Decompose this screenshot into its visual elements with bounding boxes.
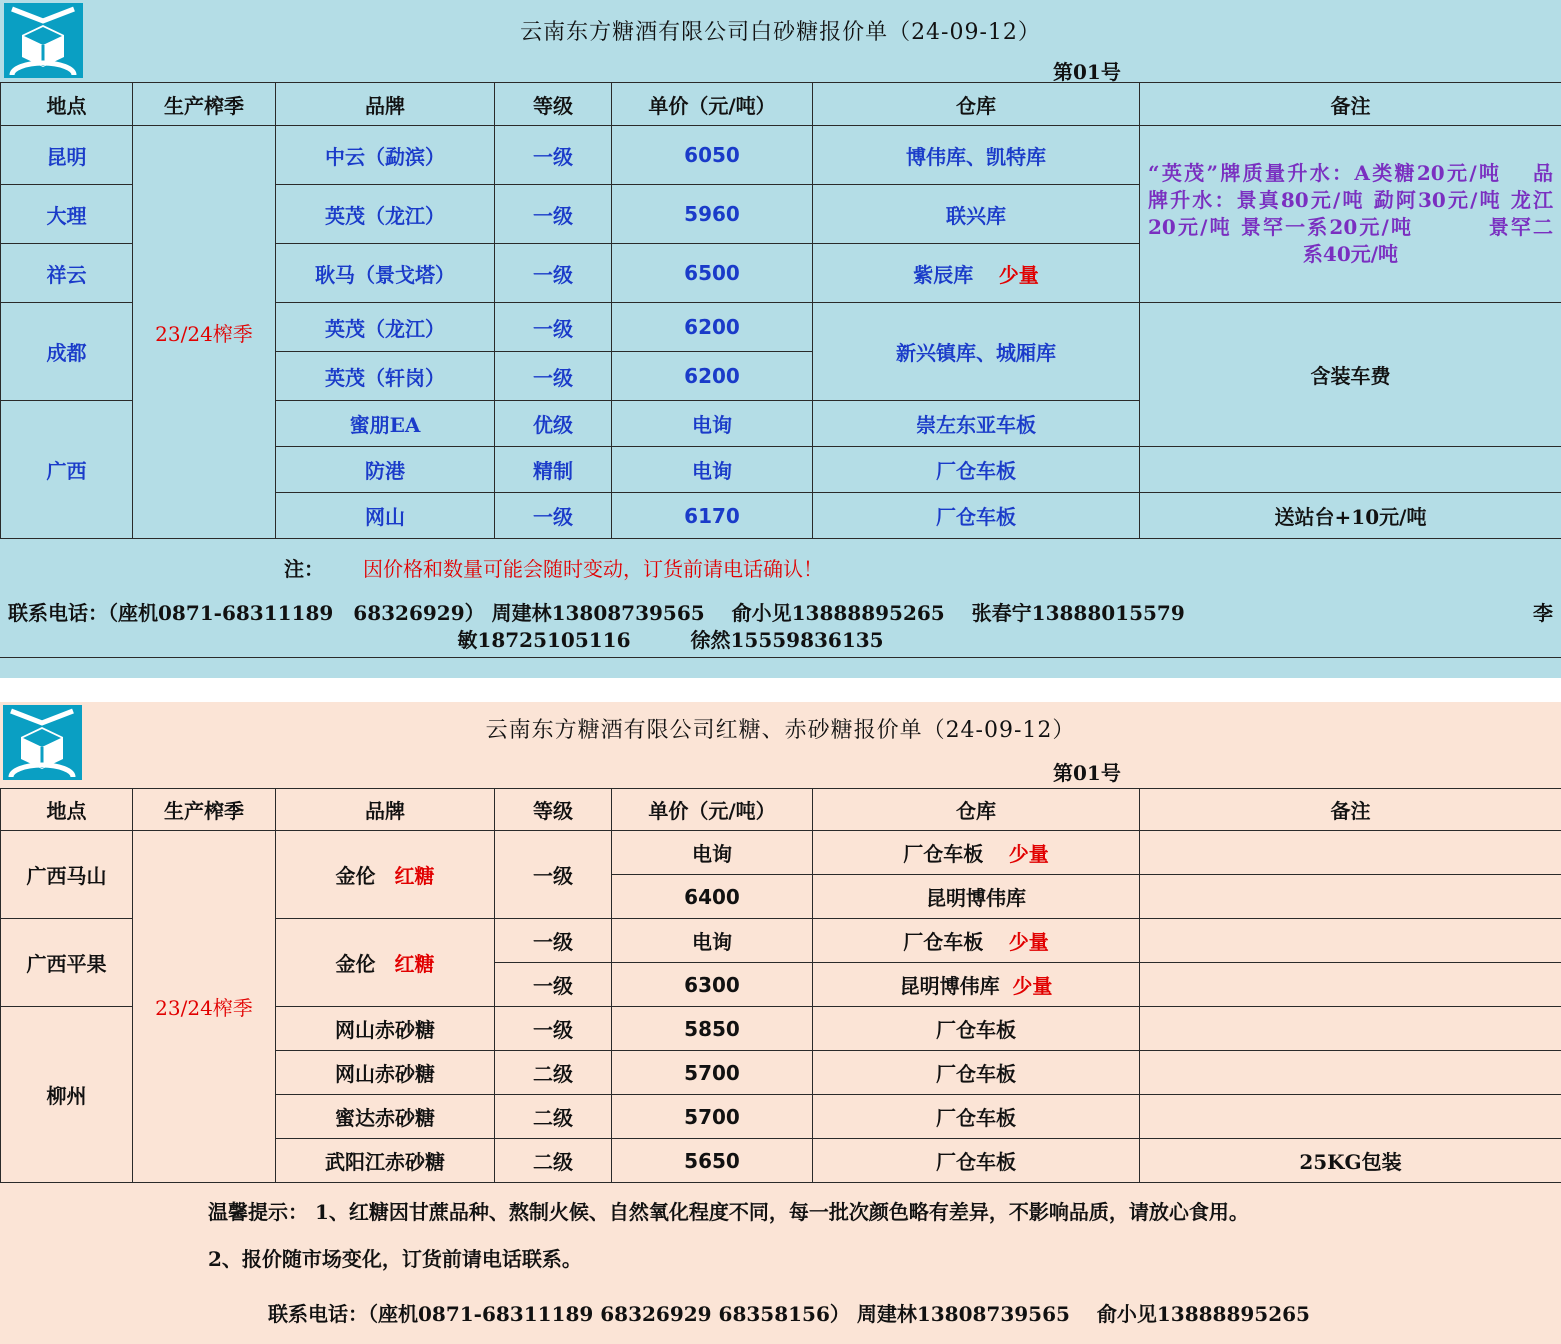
brand-cell: [276, 831, 495, 919]
contact-line: 联系电话：（座机0871-68311189 68326929） 周建林13808739565 俞小见13888895265 张春宁13888015579: [8, 601, 1185, 625]
remark-cell: [1140, 1051, 1561, 1095]
brand-cell: 武阳江赤砂糖: [276, 1139, 495, 1183]
location-cell: 广西马山: [1, 831, 133, 919]
premium-remark-cell: [1140, 126, 1561, 303]
warehouse-cell: [813, 963, 1140, 1007]
serial-number: 第01号: [1053, 60, 1121, 84]
remark-cell: [1140, 919, 1561, 963]
brand-cell: 防港: [276, 447, 495, 493]
brand-tag: 红糖: [394, 864, 435, 888]
price-cell: 6200: [612, 303, 813, 352]
warehouse-cell: 厂仓车板: [813, 1007, 1140, 1051]
low-stock-flag: 少量: [1008, 930, 1049, 954]
divider: [0, 657, 1561, 658]
price-cell: 5700: [612, 1051, 813, 1095]
header-grade: 等级: [495, 789, 612, 831]
season-cell: 23/24榨季: [133, 831, 276, 1183]
warehouse-cell: 联兴库: [813, 185, 1140, 244]
premium-remark-line: 20元/吨 景罕一系20元/吨 景罕二: [1148, 215, 1553, 239]
serial-number: 第01号: [1053, 761, 1121, 785]
low-stock-flag: 少量: [1008, 842, 1049, 866]
warehouse-name: 厂仓车板: [903, 930, 984, 954]
price-cell: 6200: [612, 352, 813, 401]
header-remark: 备注: [1140, 789, 1561, 831]
location-cell: 广西: [1, 401, 133, 539]
note-text: 因价格和数量可能会随时变动，订货前请电话确认！: [363, 557, 823, 581]
brand-cell: 英茂（龙江）: [276, 185, 495, 244]
grade-cell: 一级: [495, 493, 612, 539]
grade-cell: 一级: [495, 352, 612, 401]
premium-remark-line: 系40元/吨: [1302, 242, 1399, 266]
warehouse-cell: [813, 244, 1140, 303]
brand-cell: 蜜达赤砂糖: [276, 1095, 495, 1139]
brand-tag: 红糖: [394, 952, 435, 976]
brand-cell: 网山赤砂糖: [276, 1007, 495, 1051]
remark-cell: [1140, 1007, 1561, 1051]
location-cell: 昆明: [1, 126, 133, 185]
grade-cell: 一级: [495, 244, 612, 303]
page-title: 云南东方糖酒有限公司红糖、赤砂糖报价单（24-09-12）: [485, 718, 1076, 743]
grade-cell: 一级: [495, 126, 612, 185]
price-cell: 5700: [612, 1095, 813, 1139]
brand-cell: [276, 919, 495, 1007]
brand-cell: 英茂（轩岗）: [276, 352, 495, 401]
header-remark: 备注: [1140, 83, 1561, 126]
price-cell: 6400: [612, 875, 813, 919]
price-cell: 6050: [612, 126, 813, 185]
warehouse-name: 紫辰库: [913, 262, 974, 287]
low-stock-flag: 少量: [1012, 974, 1053, 998]
warehouse-cell: 昆明博伟库: [813, 875, 1140, 919]
grade-cell: 优级: [495, 401, 612, 447]
brand-name: 金伦: [335, 864, 376, 888]
price-cell: 5850: [612, 1007, 813, 1051]
brand-cell: 耿马（景戈塔）: [276, 244, 495, 303]
price-cell: 6500: [612, 244, 813, 303]
contact-info: [8, 600, 1553, 654]
warehouse-cell: 厂仓车板: [813, 1095, 1140, 1139]
remark-cell: [1140, 963, 1561, 1007]
header-location: 地点: [1, 83, 133, 126]
table-row: [1, 831, 1561, 875]
brand-name: 金伦: [335, 952, 376, 976]
warehouse-cell: 崇左东亚车板: [813, 401, 1140, 447]
note-label: 注：: [284, 557, 324, 581]
remark-cell: 送站台+10元/吨: [1140, 493, 1561, 539]
premium-remark-line: “英茂”牌质量升水：A类糖20元/吨 品: [1148, 161, 1553, 185]
remark-cell: [1140, 1095, 1561, 1139]
contact-line: 敏18725105116 徐然15559836135: [457, 628, 884, 652]
header-brand: 品牌: [276, 789, 495, 831]
location-cell: 大理: [1, 185, 133, 244]
remark-cell: [1140, 875, 1561, 919]
price-cell: 电询: [612, 831, 813, 875]
header-warehouse: 仓库: [813, 83, 1140, 126]
price-cell: 5960: [612, 185, 813, 244]
price-cell: 6300: [612, 963, 813, 1007]
header-price: 单价（元/吨）: [612, 83, 813, 126]
brand-cell: 中云（勐滨）: [276, 126, 495, 185]
warehouse-name: 昆明博伟库: [899, 974, 1000, 998]
tip-line-1: 温馨提示： 1、红糖因甘蔗品种、熬制火候、自然氧化程度不同，每一批次颜色略有差异，不影响品质，请放心食用。: [208, 1200, 1249, 1224]
price-cell: 电询: [612, 401, 813, 447]
price-cell: 电询: [612, 919, 813, 963]
location-cell: 广西平果: [1, 919, 133, 1007]
grade-cell: 一级: [495, 963, 612, 1007]
warehouse-cell: 博伟库、凯特库: [813, 126, 1140, 185]
tip-line-2: 2、报价随市场变化，订货前请电话联系。: [208, 1247, 582, 1271]
page-title: 云南东方糖酒有限公司白砂糖报价单（24-09-12）: [520, 20, 1041, 45]
loading-remark-cell: 含装车费: [1140, 303, 1561, 447]
location-cell: 柳州: [1, 1007, 133, 1183]
header-price: 单价（元/吨）: [612, 789, 813, 831]
brand-cell: 网山赤砂糖: [276, 1051, 495, 1095]
remark-cell: [1140, 831, 1561, 875]
warehouse-cell: 厂仓车板: [813, 1139, 1140, 1183]
remark-cell: 25KG包装: [1140, 1139, 1561, 1183]
header-grade: 等级: [495, 83, 612, 126]
warehouse-name: 厂仓车板: [903, 842, 984, 866]
header-brand: 品牌: [276, 83, 495, 126]
brand-cell: 英茂（龙江）: [276, 303, 495, 352]
header-location: 地点: [1, 789, 133, 831]
grade-cell: 一级: [495, 303, 612, 352]
warehouse-cell: 新兴镇库、城厢库: [813, 303, 1140, 401]
grade-cell: 二级: [495, 1095, 612, 1139]
location-cell: 成都: [1, 303, 133, 401]
location-cell: 祥云: [1, 244, 133, 303]
warehouse-cell: 厂仓车板: [813, 447, 1140, 493]
contact-info: 联系电话：（座机0871-68311189 68326929 68358156） 周建林13808739565 俞小见13888895265: [268, 1302, 1310, 1326]
warehouse-cell: 厂仓车板: [813, 1051, 1140, 1095]
brown-sugar-table: [0, 788, 1561, 1183]
brand-cell: 网山: [276, 493, 495, 539]
grade-cell: 二级: [495, 1051, 612, 1095]
table-header: [1, 789, 1561, 831]
header-season: 生产榨季: [133, 83, 276, 126]
price-cell: 5650: [612, 1139, 813, 1183]
white-sugar-table: [0, 82, 1561, 539]
grade-cell: 一级: [495, 185, 612, 244]
brown-sugar-price-sheet: [0, 702, 1561, 1344]
remark-cell: [1140, 447, 1561, 493]
table-row: [1, 126, 1561, 185]
premium-remark-line: 牌升水：景真80元/吨 勐阿30元/吨 龙江: [1148, 188, 1553, 212]
grade-cell: 一级: [495, 1007, 612, 1051]
contact-line-tail: 李: [1533, 601, 1553, 625]
grade-cell: 二级: [495, 1139, 612, 1183]
grade-cell: 精制: [495, 447, 612, 493]
warehouse-cell: [813, 919, 1140, 963]
warehouse-cell: 厂仓车板: [813, 493, 1140, 539]
price-cell: 6170: [612, 493, 813, 539]
grade-cell: 一级: [495, 831, 612, 919]
table-header: [1, 83, 1561, 126]
price-cell: 电询: [612, 447, 813, 493]
header-season: 生产榨季: [133, 789, 276, 831]
grade-cell: 一级: [495, 919, 612, 963]
warehouse-cell: [813, 831, 1140, 875]
season-cell: 23/24榨季: [133, 126, 276, 539]
header-warehouse: 仓库: [813, 789, 1140, 831]
brand-cell: 蜜朋EA: [276, 401, 495, 447]
low-stock-flag: 少量: [998, 262, 1039, 287]
